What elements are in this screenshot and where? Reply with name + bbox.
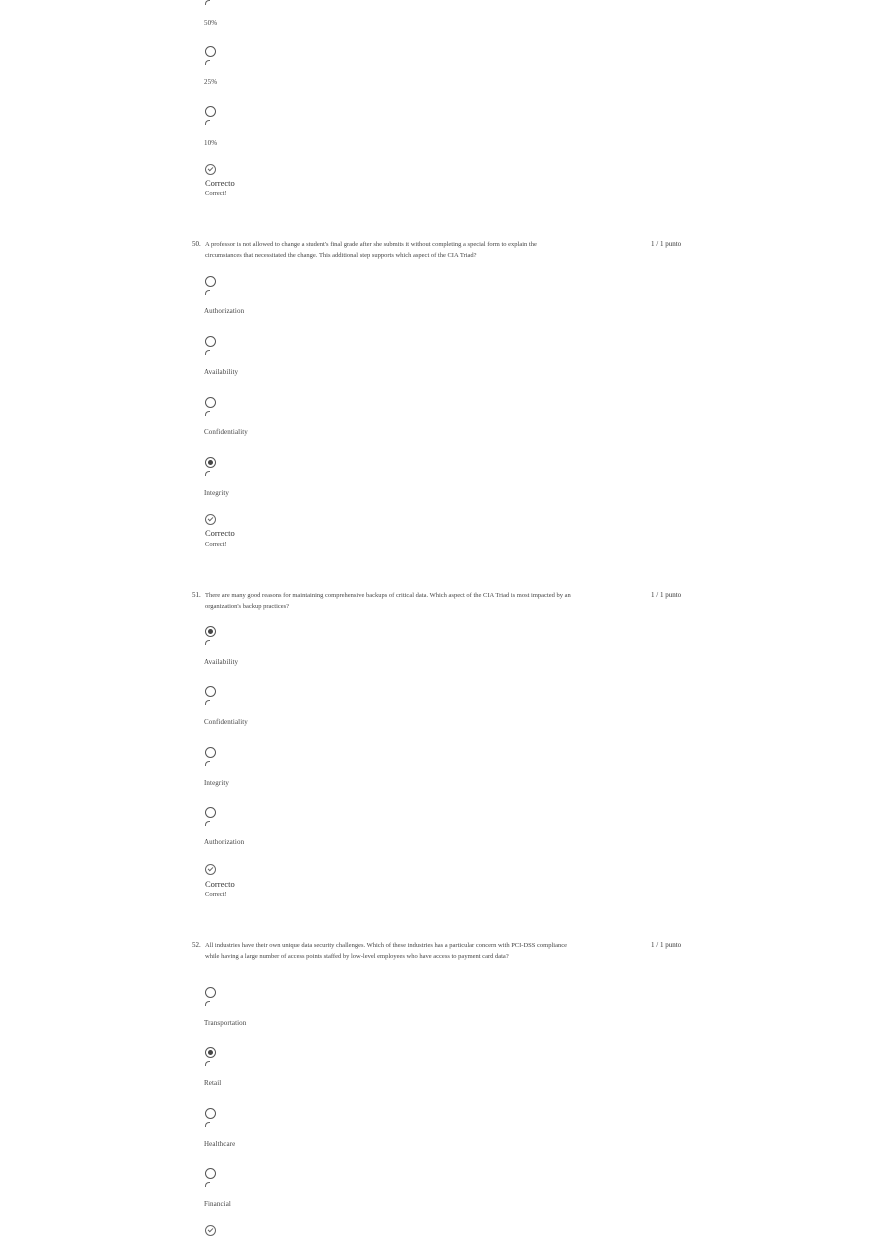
result-label: Correcto xyxy=(205,178,235,188)
option-label: Authorization xyxy=(204,838,245,846)
radio-option-transportation[interactable] xyxy=(205,987,216,998)
option-label: Availability xyxy=(204,658,239,666)
feedback-text: Correct! xyxy=(205,541,227,548)
option-label: Retail xyxy=(204,1079,222,1087)
radio-option-authorization[interactable] xyxy=(205,807,216,818)
radio-indicator-icon xyxy=(205,821,210,826)
result-label: Correcto xyxy=(205,879,235,889)
radio-option-integrity[interactable] xyxy=(205,457,216,468)
radio-option-financial[interactable] xyxy=(205,1168,216,1179)
option-label: Availability xyxy=(204,368,239,376)
check-circle-icon xyxy=(205,164,216,175)
radio-indicator-icon xyxy=(205,700,210,705)
radio-option-healthcare[interactable] xyxy=(205,1108,216,1119)
score-label: 1 / 1 punto xyxy=(651,591,682,599)
option-label: Authorization xyxy=(204,307,245,315)
question-text: There are many good reasons for maintaining comprehensive backups of critical data. Which aspect of the CIA Triad is most impacted by an organization's backup practices? xyxy=(205,592,571,610)
radio-indicator-icon xyxy=(205,471,210,476)
check-circle-icon xyxy=(205,1225,216,1236)
radio-option-authorization[interactable] xyxy=(205,276,216,287)
radio-indicator-icon xyxy=(205,1061,210,1066)
option-label: Financial xyxy=(204,1200,231,1208)
option-label: 25% xyxy=(204,78,218,86)
radio-indicator-icon xyxy=(205,290,210,295)
radio-indicator-icon xyxy=(205,0,210,5)
radio-option-10[interactable] xyxy=(205,106,216,117)
question-number: 52. xyxy=(192,941,201,949)
radio-option-retail[interactable] xyxy=(205,1047,216,1058)
radio-option-confidentiality[interactable] xyxy=(205,397,216,408)
option-label: Confidentiality xyxy=(204,428,248,436)
radio-indicator-icon xyxy=(205,1122,210,1127)
radio-indicator-icon xyxy=(205,640,210,645)
option-label: Transportation xyxy=(204,1019,247,1027)
radio-indicator-icon xyxy=(205,60,210,65)
radio-indicator-icon xyxy=(205,120,210,125)
radio-indicator-icon xyxy=(205,761,210,766)
option-label: 50% xyxy=(204,19,218,27)
radio-option-availability[interactable] xyxy=(205,336,216,347)
radio-indicator-icon xyxy=(205,411,210,416)
feedback-text: Correct! xyxy=(205,891,227,898)
radio-option-availability[interactable] xyxy=(205,626,216,637)
option-label: Integrity xyxy=(204,779,230,787)
radio-indicator-icon xyxy=(205,1182,210,1187)
question-number: 50. xyxy=(192,240,201,248)
option-label: Confidentiality xyxy=(204,718,248,726)
radio-indicator-icon xyxy=(205,1001,210,1006)
radio-indicator-icon xyxy=(205,350,210,355)
option-label: 10% xyxy=(204,139,218,147)
result-label: Correcto xyxy=(205,528,235,538)
check-circle-icon xyxy=(205,864,216,875)
question-text: All industries have their own unique data security challenges. Which of these industries has a particular concern with PCI-DSS compliance while having a large number of access points staffed by low-level employees who have access to payment card data? xyxy=(205,942,567,960)
score-label: 1 / 1 punto xyxy=(651,240,682,248)
option-label: Integrity xyxy=(204,489,230,497)
question-number: 51. xyxy=(192,591,201,599)
score-label: 1 / 1 punto xyxy=(651,941,682,949)
radio-option-integrity[interactable] xyxy=(205,747,216,758)
radio-option-25[interactable] xyxy=(205,46,216,57)
question-text: A professor is not allowed to change a student's final grade after she submits it without completing a special form to explain the circumstances that necessitated the change. This additional step supports which aspect of the CIA Triad? xyxy=(205,241,537,259)
check-circle-icon xyxy=(205,514,216,525)
option-label: Healthcare xyxy=(204,1140,236,1148)
feedback-text: Correct! xyxy=(205,190,227,197)
radio-option-confidentiality[interactable] xyxy=(205,686,216,697)
